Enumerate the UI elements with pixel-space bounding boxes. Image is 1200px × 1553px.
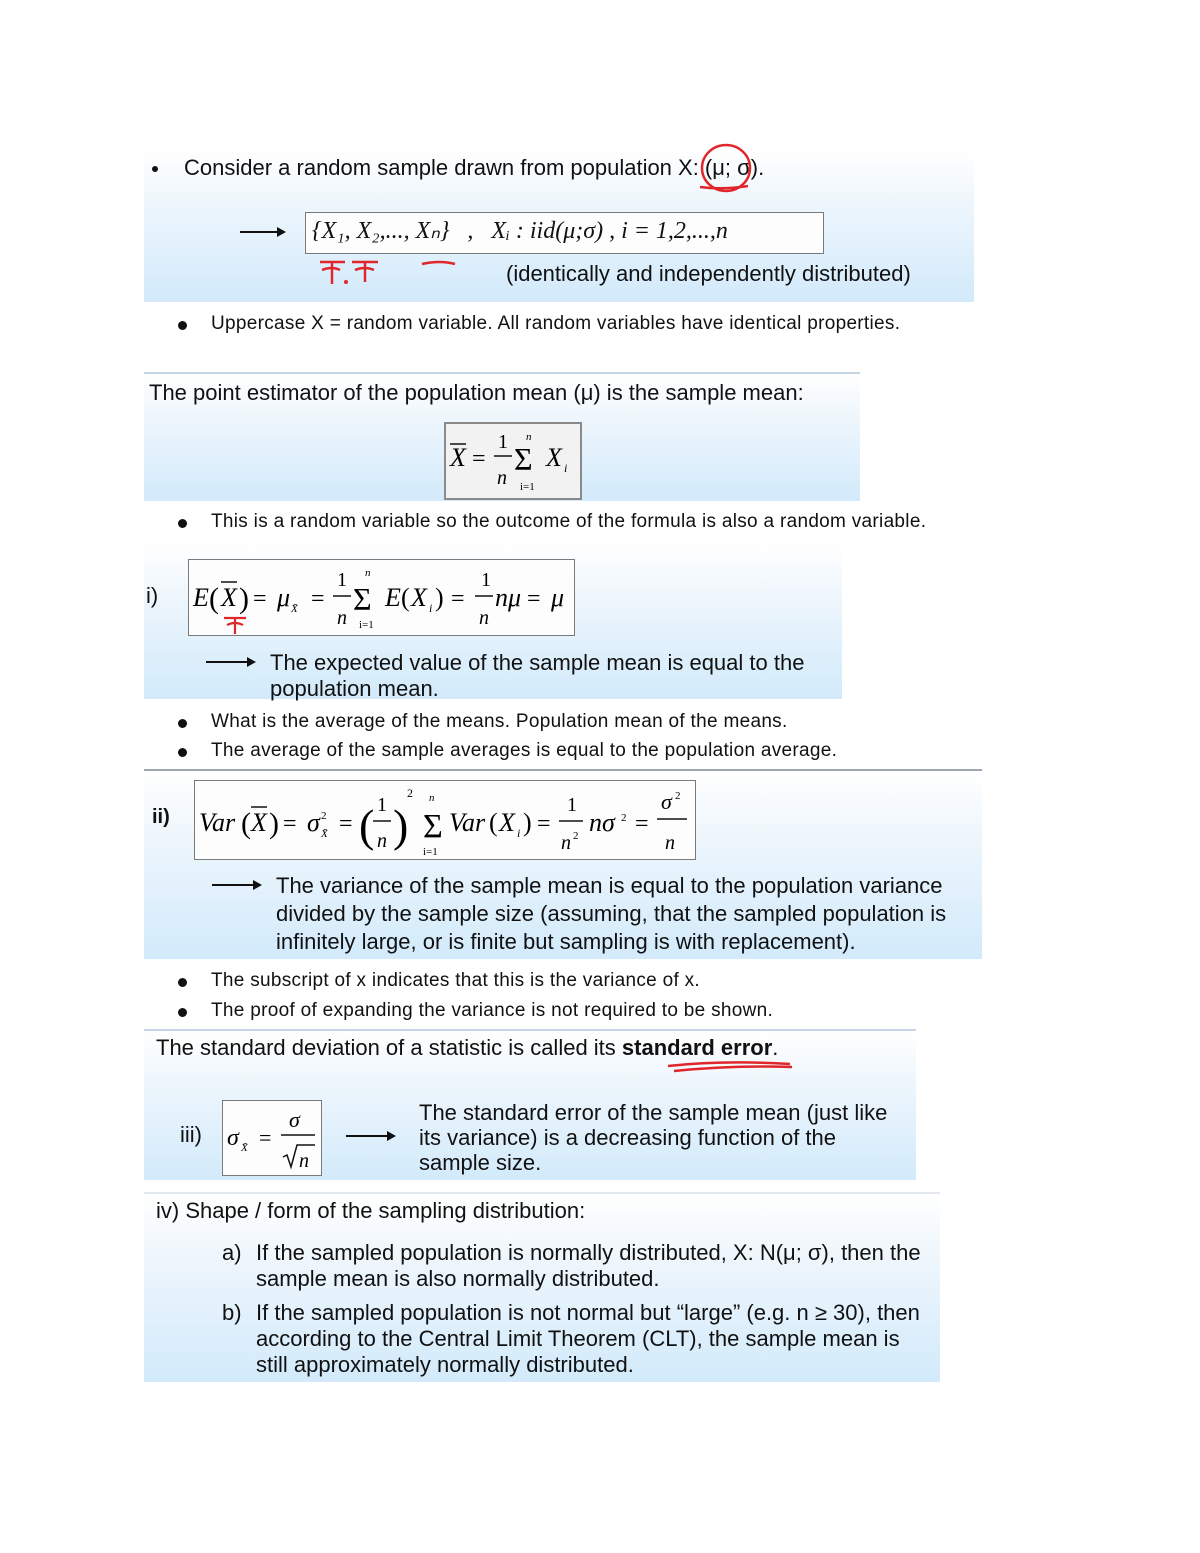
section3-label: i) xyxy=(146,583,159,608)
svg-text:1: 1 xyxy=(377,794,387,816)
svg-text:=: = xyxy=(311,586,325,612)
svg-text:E: E xyxy=(193,583,209,612)
svg-text:2: 2 xyxy=(407,786,413,800)
svg-text:2: 2 xyxy=(621,812,627,824)
svg-text:n: n xyxy=(377,830,387,852)
svg-text:1: 1 xyxy=(481,569,491,591)
svg-text:X: X xyxy=(499,808,515,837)
svg-text:=: = xyxy=(339,811,353,837)
svg-text:=: = xyxy=(537,811,551,837)
annotation-underline xyxy=(664,1058,804,1078)
svg-text:σ: σ xyxy=(227,1125,239,1151)
svg-text:X̄: X̄ xyxy=(321,828,328,840)
svg-text:i: i xyxy=(429,601,433,615)
svg-text:nσ: nσ xyxy=(589,808,615,837)
bullet-dot xyxy=(178,1008,187,1017)
svg-text:X: X xyxy=(546,443,562,472)
svg-text:μ: μ xyxy=(277,583,291,612)
svg-text:X: X xyxy=(251,808,267,837)
svg-text:2: 2 xyxy=(321,810,327,822)
section5-formula xyxy=(223,1101,321,1175)
section1-note: (identically and independently distributed) xyxy=(506,261,911,286)
svg-text:2: 2 xyxy=(675,790,681,802)
bullet-dot xyxy=(178,519,187,528)
svg-text:=: = xyxy=(259,1125,272,1150)
section5-arrow xyxy=(346,1135,394,1137)
svg-text:μ: μ xyxy=(551,583,565,612)
bullet-text: The average of the sample averages is equal to the population average. xyxy=(211,740,838,761)
section2-heading: The point estimator of the population mean (μ) is the sample mean: xyxy=(149,380,804,405)
section4-label: ii) xyxy=(152,806,170,828)
svg-text:X: X xyxy=(411,583,427,612)
section5-label: iii) xyxy=(180,1122,202,1147)
section3-arrow xyxy=(206,661,254,663)
svg-text:Σ: Σ xyxy=(514,441,533,477)
svg-text:X: X xyxy=(221,583,237,612)
svg-text:): ) xyxy=(435,583,444,612)
svg-text:=: = xyxy=(451,586,465,612)
svg-text:n: n xyxy=(561,832,571,854)
svg-text:): ) xyxy=(239,582,249,615)
section1-heading: Consider a random sample drawn from population X: (μ; σ). xyxy=(184,155,765,180)
bullet-text: Uppercase X = random variable. All random variables have identical properties. xyxy=(211,313,901,334)
svg-text:Var: Var xyxy=(199,808,236,837)
annotation-mark-e xyxy=(222,614,252,638)
svg-text:): ) xyxy=(269,807,279,840)
bullet-text: This is a random variable so the outcome of the formula is also a random variable. xyxy=(211,511,927,532)
svg-text:1: 1 xyxy=(498,431,508,453)
section5-text: The standard error of the sample mean (just like its variance) is a decreasing function of the sample size. xyxy=(419,1100,888,1175)
bullet-dot xyxy=(178,321,187,330)
svg-text:(: ( xyxy=(241,807,251,840)
svg-text:n: n xyxy=(526,431,532,443)
svg-text:n: n xyxy=(665,832,675,854)
bullet-text: What is the average of the means. Population mean of the means. xyxy=(211,711,788,732)
svg-text:nμ: nμ xyxy=(495,583,522,612)
svg-text:(: ( xyxy=(489,808,498,837)
svg-text:i=1: i=1 xyxy=(359,619,374,631)
svg-text:n: n xyxy=(337,607,347,629)
section5-heading-pre: The standard deviation of a statistic is called its xyxy=(156,1035,622,1060)
bullet-dot xyxy=(178,719,187,728)
svg-text:i: i xyxy=(564,461,568,475)
svg-text:=: = xyxy=(527,586,541,612)
section5-heading-bold: standard error xyxy=(621,1035,773,1060)
section1-formula: {X₁, X₂,..., Xₙ} , Xᵢ : iid(μ;σ) , i = 1,2,...,n xyxy=(312,218,728,244)
section2-formula xyxy=(446,424,580,498)
svg-text:1: 1 xyxy=(567,794,577,816)
svg-text:σ: σ xyxy=(661,789,672,814)
section4-formula xyxy=(195,781,695,859)
svg-text:Σ: Σ xyxy=(353,581,372,617)
bullet-dot xyxy=(178,748,187,757)
svg-text:2: 2 xyxy=(573,830,579,842)
svg-text:): ) xyxy=(523,808,532,837)
section4-text: The variance of the sample mean is equal to the population variance divided by the sample size (assuming, that the sampled population is infinitely large, or is finite but sampling is with replacement). xyxy=(276,873,947,954)
section6-heading: iv) Shape / form of the sampling distribution: xyxy=(156,1198,586,1223)
svg-text:Var: Var xyxy=(449,808,486,837)
bullet-dot xyxy=(178,978,187,987)
svg-text:X̄: X̄ xyxy=(291,603,298,615)
svg-text:i: i xyxy=(517,826,521,840)
svg-text:=: = xyxy=(253,586,267,612)
section6-item-marker: b) xyxy=(222,1300,242,1325)
svg-text:): ) xyxy=(393,800,409,851)
section3-text: The expected value of the sample mean is equal to the population mean. xyxy=(270,650,805,701)
svg-text:1: 1 xyxy=(337,569,347,591)
section1-arrow xyxy=(240,231,284,233)
svg-text:E: E xyxy=(385,583,401,612)
svg-text:n: n xyxy=(429,792,435,804)
svg-text:(: ( xyxy=(401,583,410,612)
svg-text:=: = xyxy=(472,446,486,472)
svg-text:Σ: Σ xyxy=(423,808,443,845)
svg-text:i=1: i=1 xyxy=(520,481,535,493)
section4-arrow xyxy=(212,884,260,886)
section5-heading-post: . xyxy=(772,1035,779,1060)
section1-bullet xyxy=(152,166,158,172)
svg-text:(: ( xyxy=(209,582,219,615)
svg-text:=: = xyxy=(635,811,649,837)
svg-text:n: n xyxy=(479,607,489,629)
svg-text:σ: σ xyxy=(307,808,320,837)
svg-text:i=1: i=1 xyxy=(423,846,438,858)
svg-text:X: X xyxy=(450,443,466,472)
bullet-text: The subscript of x indicates that this is the variance of x. xyxy=(211,970,701,991)
section6-item-text: If the sampled population is not normal but “large” (e.g. n ≥ 30), then according to the Central Limit Theorem (CLT), the sample mean is still approximately normally distributed. xyxy=(256,1300,920,1377)
svg-text:n: n xyxy=(299,1150,309,1172)
svg-text:σ: σ xyxy=(289,1107,300,1132)
svg-text:n: n xyxy=(365,567,371,579)
svg-text:(: ( xyxy=(359,800,375,851)
svg-text:X̄: X̄ xyxy=(241,1142,248,1154)
svg-text:n: n xyxy=(497,467,507,489)
svg-text:=: = xyxy=(283,811,297,837)
section6-item-marker: a) xyxy=(222,1240,242,1265)
section6-item-text: If the sampled population is normally distributed, X: N(μ; σ), then the sample mean is also normally distributed. xyxy=(256,1240,921,1291)
bullet-text: The proof of expanding the variance is not required to be shown. xyxy=(211,1000,774,1021)
